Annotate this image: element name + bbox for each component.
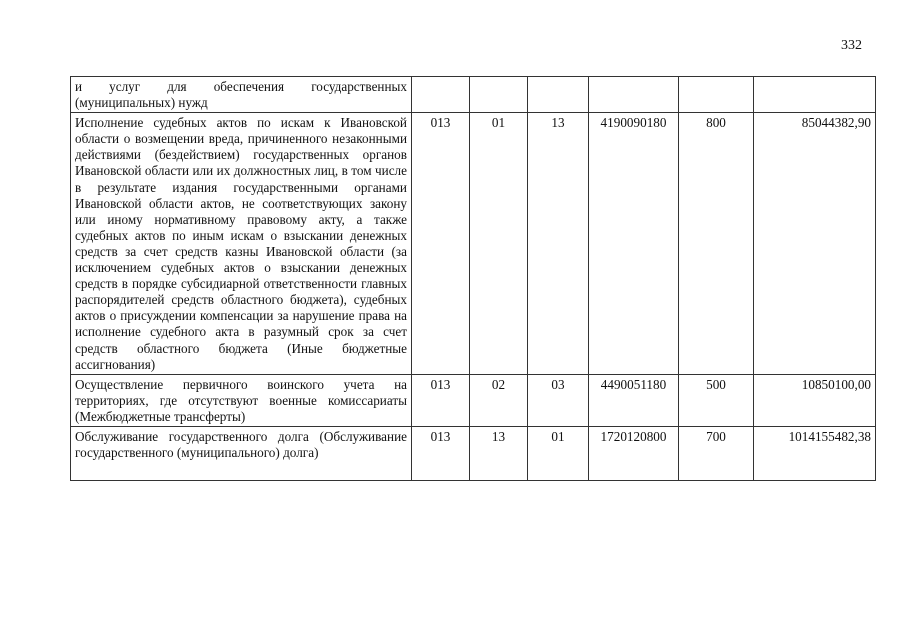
amount-cell: 1014155482,38 <box>754 426 876 480</box>
expense-type-code <box>679 77 754 113</box>
subsection-code: 13 <box>528 113 589 375</box>
target-item-code <box>589 77 679 113</box>
section-code: 02 <box>470 374 528 426</box>
amount-cell: 85044382,90 <box>754 113 876 375</box>
ministry-code <box>412 77 470 113</box>
table-row <box>71 77 876 113</box>
row-description: Обслуживание государственного долга (Обслуживание государственного (муниципального) долга) <box>71 426 412 480</box>
target-item-code: 1720120800 <box>589 426 679 480</box>
expense-type-code: 700 <box>679 426 754 480</box>
budget-table <box>70 76 876 481</box>
amount-cell: 10850100,00 <box>754 374 876 426</box>
table-row <box>71 374 876 426</box>
section-code: 13 <box>470 426 528 480</box>
section-code: 01 <box>470 113 528 375</box>
expense-type-code: 800 <box>679 113 754 375</box>
target-item-code: 4190090180 <box>589 113 679 375</box>
expense-type-code: 500 <box>679 374 754 426</box>
page-number: 332 <box>841 38 862 53</box>
target-item-code: 4490051180 <box>589 374 679 426</box>
subsection-code <box>528 77 589 113</box>
table-row <box>71 113 876 375</box>
ministry-code: 013 <box>412 113 470 375</box>
row-description: Исполнение судебных актов по искам к Ивановской области о возмещении вреда, причиненного незаконными действиями (бездействием) государственных органов Ивановской области или их должностных лиц, в том числе в результате издания государственными органами Ивановской области актов, не соответствующих закону или иному нормативному правовому акту, а также судебных актов по иным искам о взыскании денежных средств за счет средств казны Ивановской области (за исключением судебных актов о взыскании денежных средств в порядке субсидиарной ответственности главных распорядителей средств областного бюджета), судебных актов о присуждении компенсации за нарушение права на исполнение судебного акта в разумный срок за счет средств областного бюджета (Иные бюджетные ассигнования) <box>71 113 412 375</box>
row-description: Осуществление первичного воинского учета на территориях, где отсутствуют военные комиссариаты (Межбюджетные трансферты) <box>71 374 412 426</box>
subsection-code: 03 <box>528 374 589 426</box>
ministry-code: 013 <box>412 426 470 480</box>
amount-cell <box>754 77 876 113</box>
row-description: и услуг для обеспечения государственных (муниципальных) нужд <box>71 77 412 113</box>
section-code <box>470 77 528 113</box>
subsection-code: 01 <box>528 426 589 480</box>
ministry-code: 013 <box>412 374 470 426</box>
table-row <box>71 426 876 480</box>
